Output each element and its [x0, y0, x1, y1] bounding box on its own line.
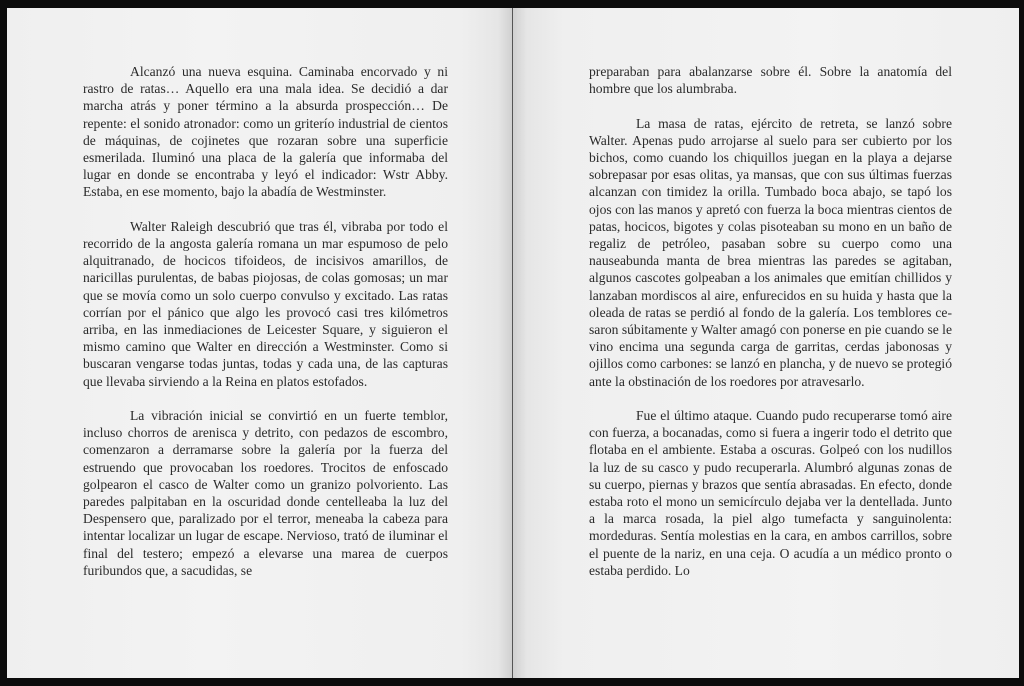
open-book: [7, 8, 1019, 678]
paragraph: Alcanzó una nueva esquina. Caminaba encorvado y ni rastro de ratas… Aquello era una mala idea. Se decidió a dar marcha atrás y poner término a la absurda prospección… De repente: el sonido atronador: como un griterío industrial de cientos de máquinas, de cojinetes que rozaran sobre una superficie esmerilada. Iluminó una placa de la galería que informaba del lugar en donde se encontraba y leyó el indicador: Wstr Abby. Estaba, en ese momento, bajo la abadía de Westminster.: [83, 64, 448, 200]
paragraph: Walter Raleigh descubrió que tras él, vibraba por todo el recorrido de la angosta galería romana un mar espumoso de pelo alquitranado, de hocicos tifoideos, de incisivos amarillos, de naricillas purulentas, de babas piojosas, de colas gomosas; un mar que se movía como un solo cuerpo convulso y excitado. Las ratas corrían por el pánico que algo les provocó casi tres kilómetros arriba, en las inmediaciones de Leicester Square, y siguieron el mismo camino que Walter en dirección a Westminster. Como si buscaran vengarse todas juntas, todas y cada una, de las capturas que llevaba sirviendo a la Reina en platos estofados.: [83, 218, 448, 389]
paragraph: Fue el último ataque. Cuando pudo recuperarse tomó aire con fuerza, a bocanadas, como si fuera a ingerir todo el detrito que flotaba en el ambiente. Estaba a oscuras. Golpeó con los nudillos la luz de su casco y pudo recuperarla. Alumbró algunas zonas de su cuerpo, piernas y brazos que sentía abrasadas. En efecto, donde estaba roto el mono un semicírculo dejaba ver la dentellada. Junto a la marca rosada, la piel algo tumefacta y sanguinolenta: mordeduras. Sentía molestias en la cara, en ambos carrillos, sobre el puente de la nariz, en una ceja. O acudía a un médico pronto o estaba perdido. Lo: [589, 408, 952, 578]
gutter-shadow: [498, 8, 512, 678]
paragraph: La vibración inicial se convirtió en un fuerte temblor, incluso chorros de arenisca y detrito, con pedazos de escombro, comenzaron a derramarse sobre la galería por la fuerza del estruendo que provocaban los roedores. Trocitos de enfoscado golpearon el casco de Walter como un granizo polvoriento. Las paredes palpitaban en la oscuridad donde centelleaba la luz del Despensero que, paralizado por el terror, meneaba la cabeza para intentar localizar un lugar de escape. Nervioso, trató de iluminar el final del testero; empezó a elevarse una marea de cuerpos furibundos que, a sacudidas, se: [83, 408, 448, 578]
paragraph: La masa de ratas, ejército de retreta, se lanzó sobre Walter. Apenas pudo arrojarse al suelo para ser cubierto por los bichos, como cuando los chiquillos juegan en la playa a dejarse sobrepasar por esas olitas, ya mansas, que con sus últimas fuerzas alcanzan con timidez la orilla. Tumbado boca abajo, se tapó los ojos con las manos y apretó con fuerza la boca mientras cientos de patas, hocicos, bigotes y colas pisoteaban su mono en un baño de regaliz de petróleo, pasaban sobre su cuerpo como una nauseabunda manta de brea mientras las paredes se agitaban, algunos cascotes golpeaban a los animales que emitían chillidos y lanzaban mordiscos al aire, enfurecidos en su huida y hasta que la oleada de ratas se perdió al fondo de la galería. Los temblores cesaron súbitamente y Walter amagó con ponerse en pie cuando se le vino encima una segunda carga de garritas, cerdas jabonosas y ojillos como carbones: se lanzó en plancha, y de nuevo se protegió ante la obstinación de los roedores por atravesarlo.: [589, 115, 952, 389]
continued-paragraph: preparaban para abalanzarse sobre él. Sobre la anatomía del hombre que los alumbraba.: [589, 64, 952, 97]
left-page: [7, 8, 513, 678]
gutter-shadow: [513, 8, 527, 678]
right-page: [513, 8, 1019, 678]
left-page-text: [83, 63, 448, 579]
right-page-text: [589, 63, 952, 579]
